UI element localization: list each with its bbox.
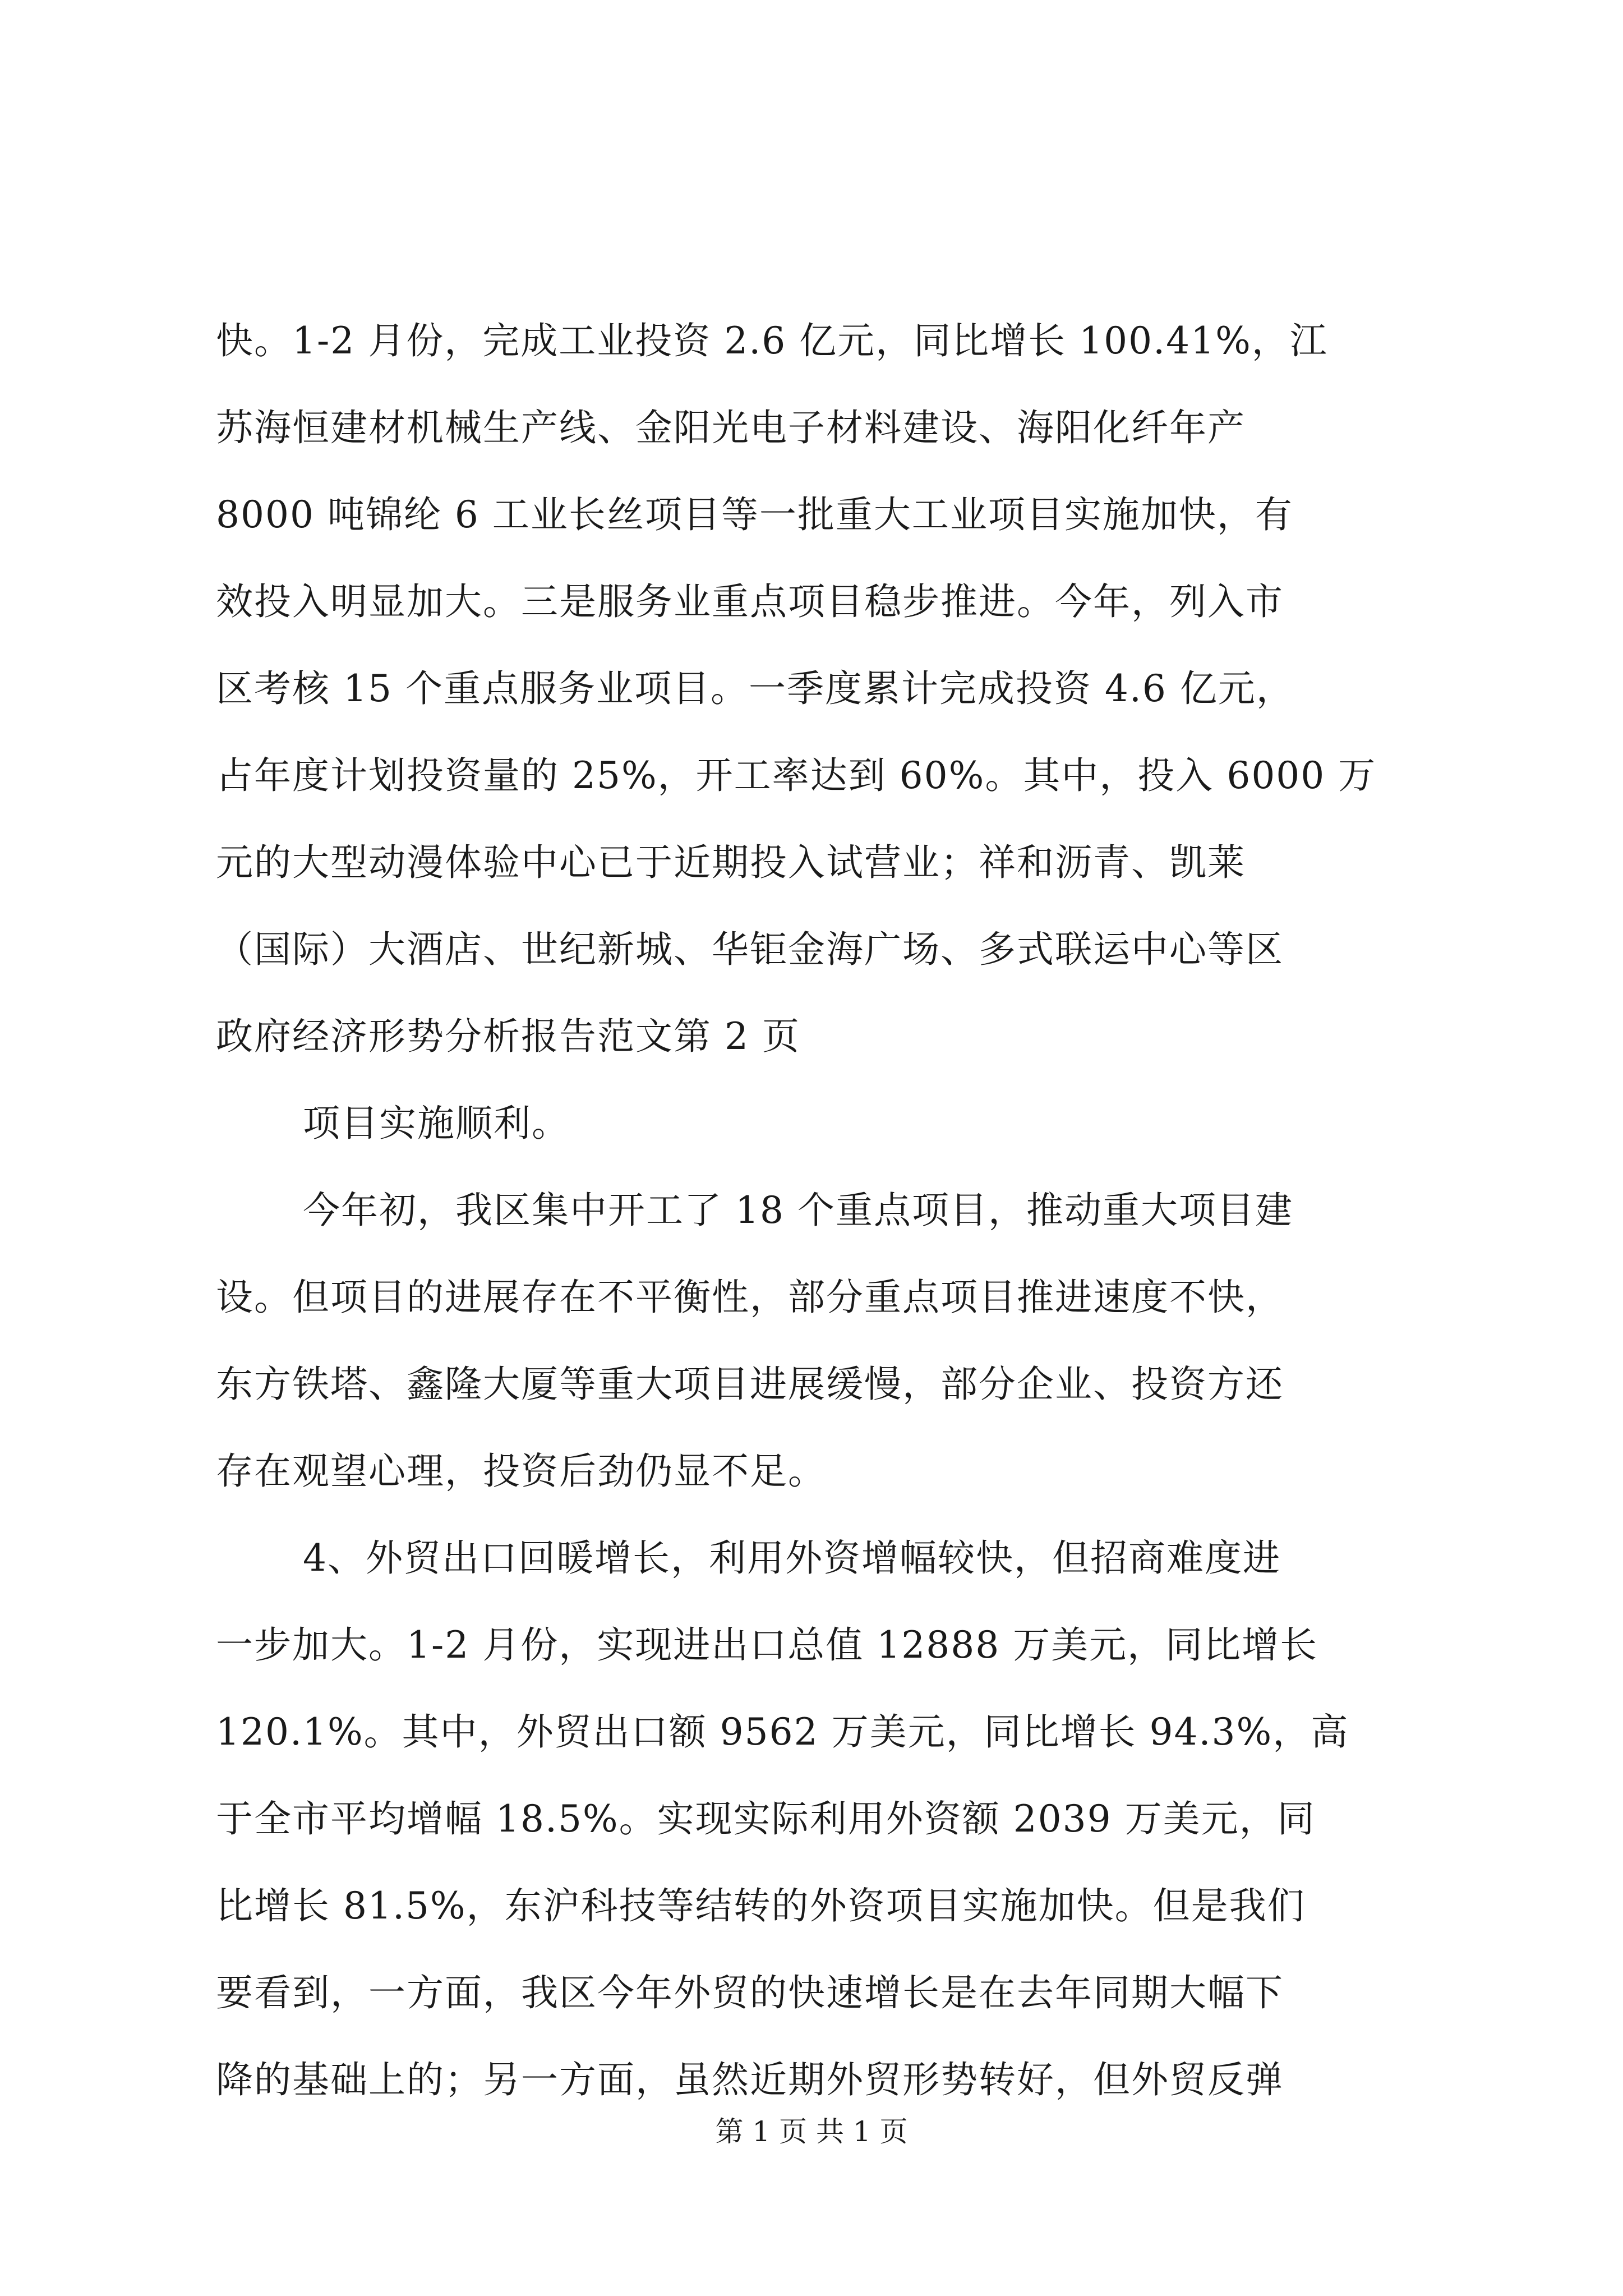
body-text-line: 比增长 81.5%，东沪科技等结转的外资项目实施加快。但是我们 bbox=[216, 1884, 1306, 1927]
body-text-line: 效投入明显加大。三是服务业重点项目稳步推进。今年，列入市 bbox=[216, 580, 1284, 623]
body-text-line: 快。1-2 月份，完成工业投资 2.6 亿元，同比增长 100.41%，江 bbox=[216, 319, 1328, 362]
body-text-line: 东方铁塔、鑫隆大厦等重大项目进展缓慢，部分企业、投资方还 bbox=[216, 1363, 1284, 1406]
body-text-line: 于全市平均增幅 18.5%。实现实际利用外资额 2039 万美元，同 bbox=[216, 1797, 1316, 1841]
body-text-line: 存在观望心理，投资后劲仍显不足。 bbox=[216, 1450, 826, 1493]
paragraph-start-line: 4、外贸出口回暖增长，利用外资增幅较快，但招商难度进 bbox=[303, 1536, 1281, 1580]
body-text-line: 区考核 15 个重点服务业项目。一季度累计完成投资 4.6 亿元， bbox=[216, 667, 1294, 710]
body-text-line: （国际）大酒店、世纪新城、华钜金海广场、多式联运中心等区 bbox=[216, 928, 1284, 971]
paragraph-start-line: 今年初，我区集中开工了 18 个重点项目，推动重大项目建 bbox=[303, 1189, 1293, 1232]
page-footer: 第 1 页 共 1 页 bbox=[715, 2115, 908, 2148]
body-text-line: 要看到，一方面，我区今年外贸的快速增长是在去年同期大幅下 bbox=[216, 1971, 1284, 2014]
body-text-line: 政府经济形势分析报告范文第 2 页 bbox=[216, 1015, 800, 1058]
body-text-line: 降的基础上的；另一方面，虽然近期外贸形势转好，但外贸反弹 bbox=[216, 2058, 1284, 2101]
body-text-line: 苏海恒建材机械生产线、金阳光电子材料建设、海阳化纤年产 bbox=[216, 406, 1246, 449]
body-text-line: 一步加大。1-2 月份，实现进出口总值 12888 万美元，同比增长 bbox=[216, 1623, 1318, 1667]
body-text-line: 占年度计划投资量的 25%，开工率达到 60%。其中，投入 6000 万 bbox=[216, 754, 1377, 797]
body-text-line: 设。但项目的进展存在不平衡性，部分重点项目推进速度不快， bbox=[216, 1276, 1284, 1319]
body-text-line: 8000 吨锦纶 6 工业长丝项目等一批重大工业项目实施加快，有 bbox=[216, 493, 1293, 536]
body-text-line: 元的大型动漫体验中心已于近期投入试营业；祥和沥青、凯莱 bbox=[216, 841, 1246, 884]
paragraph-start-line: 项目实施顺利。 bbox=[303, 1102, 570, 1145]
body-text-line: 120.1%。其中，外贸出口额 9562 万美元，同比增长 94.3%，高 bbox=[216, 1710, 1349, 1754]
